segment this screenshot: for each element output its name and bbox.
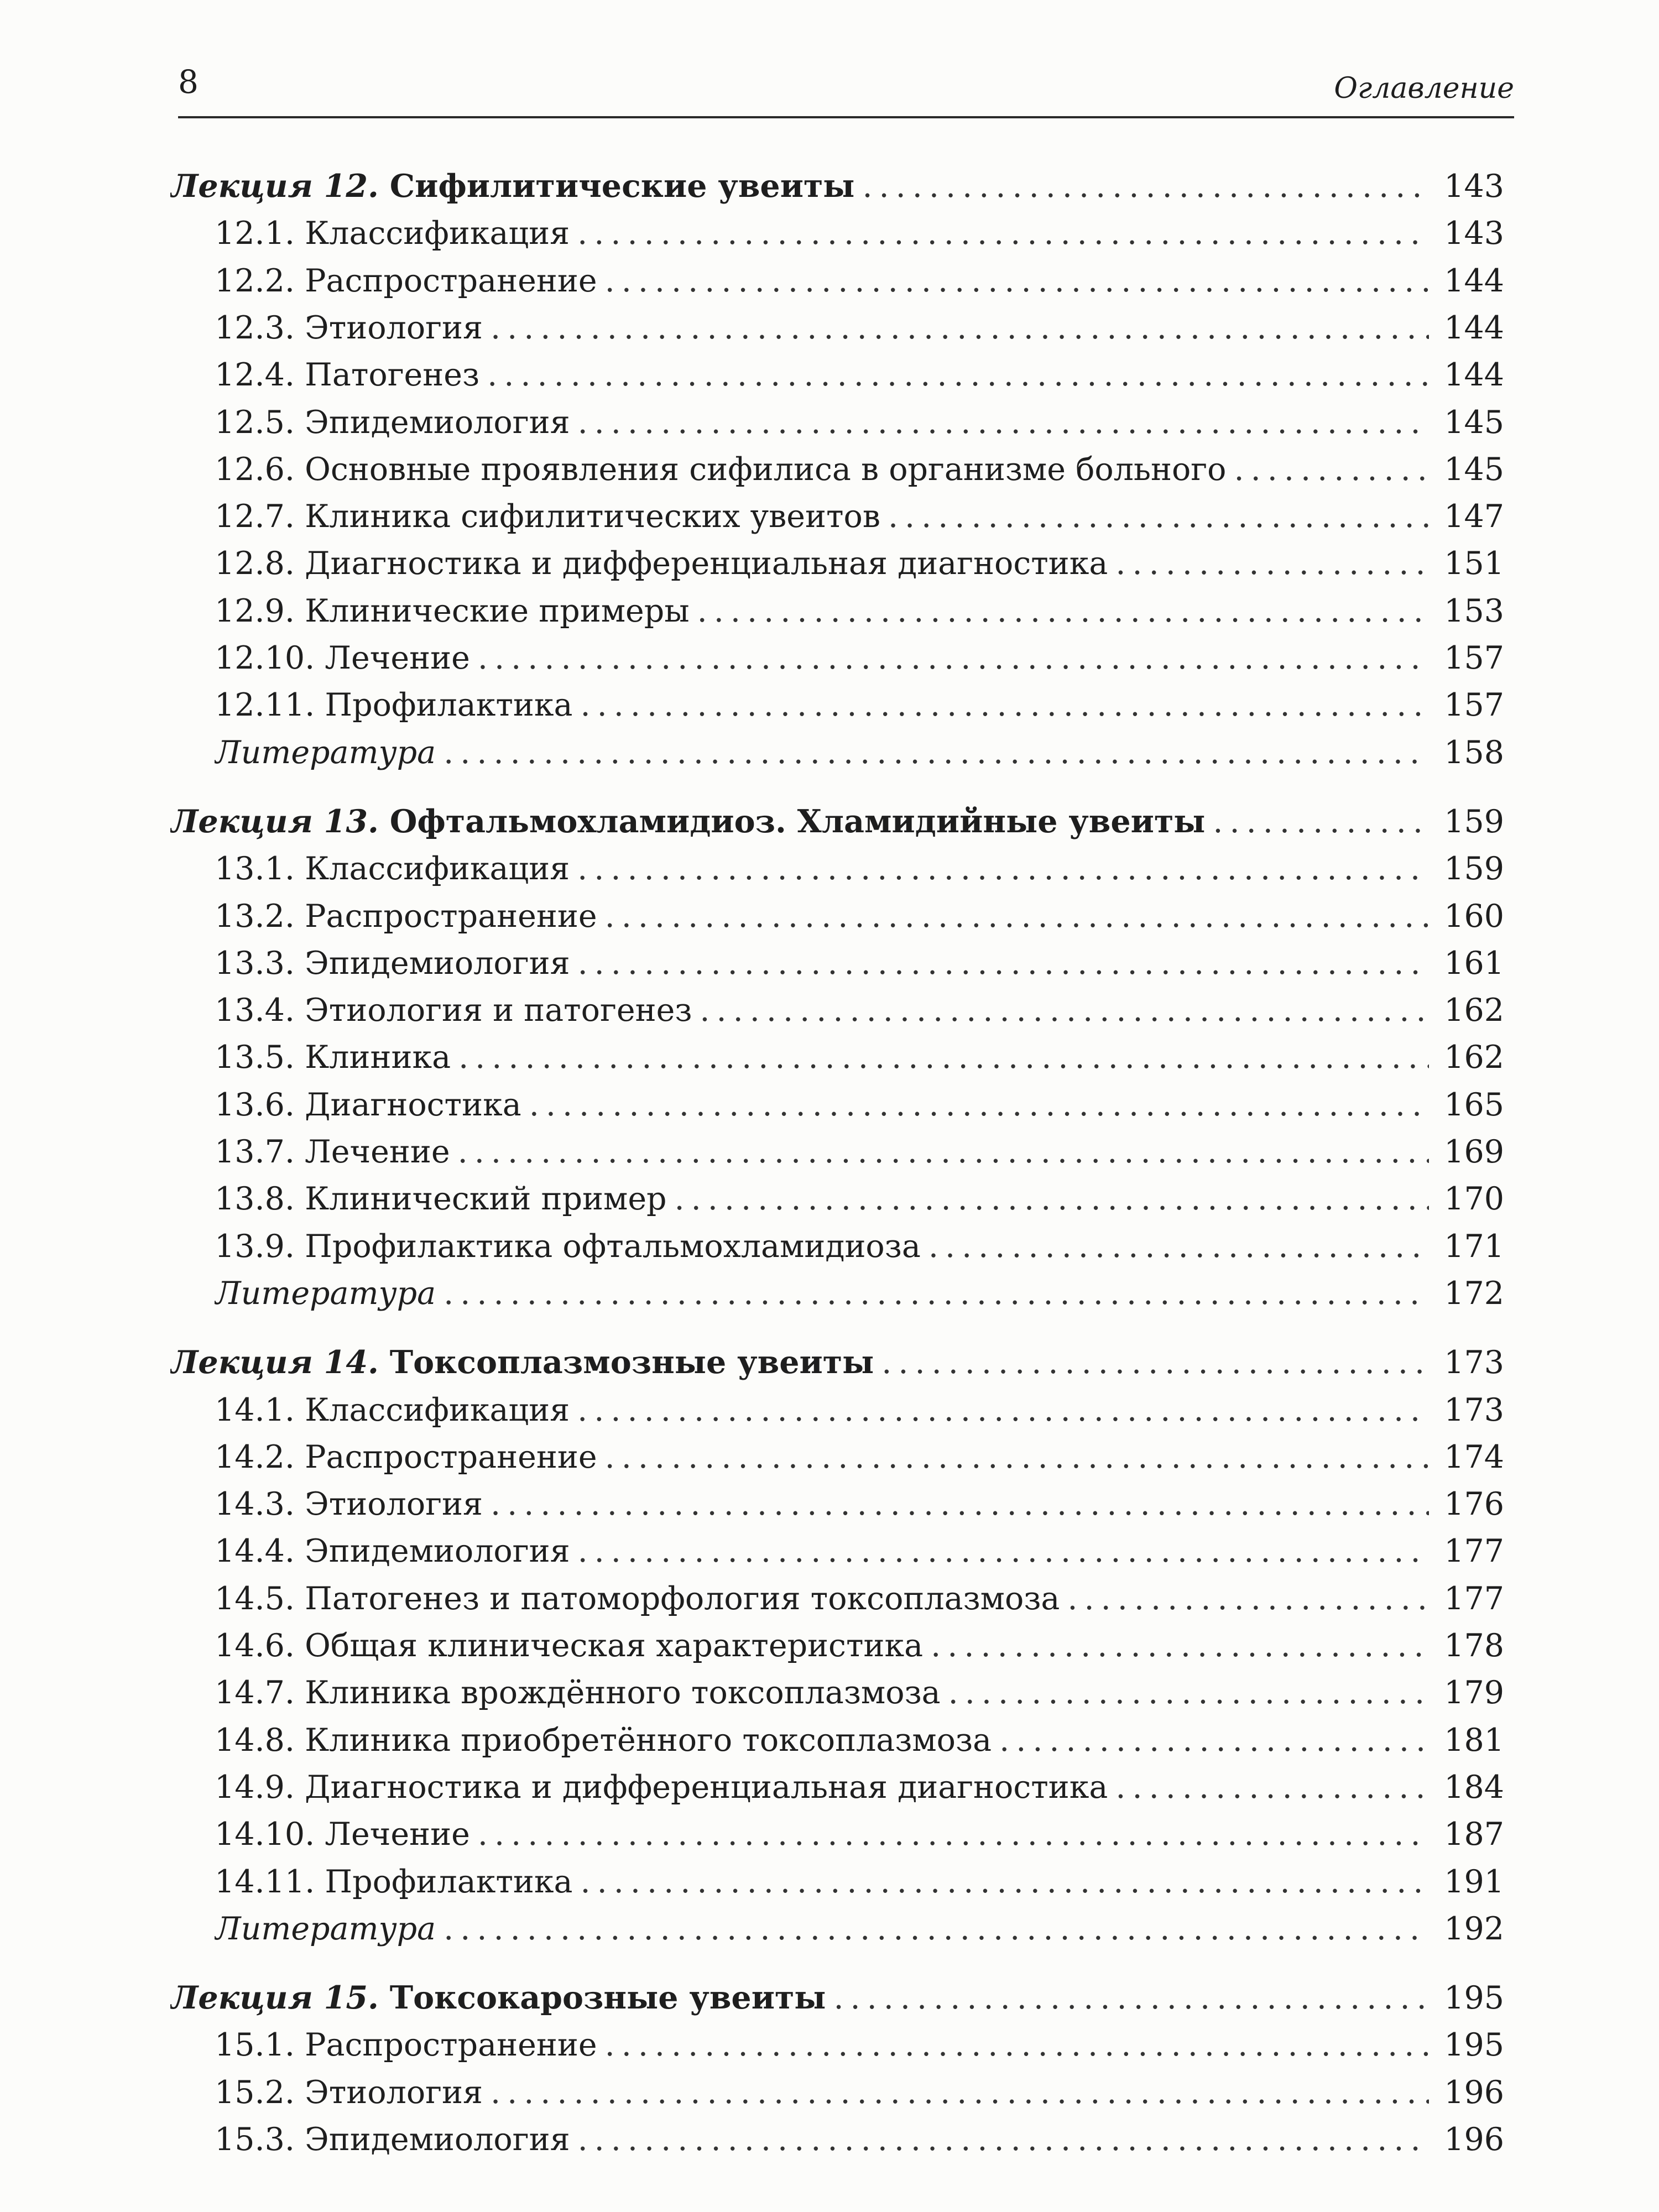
toc-lecture-row [170,163,1504,210]
toc-entry-title [215,1717,992,1764]
toc-page-number: 184 [1444,1768,1504,1806]
toc-entry-text: 15.2. Этиология [215,2074,483,2111]
toc-section-row [215,1528,1504,1574]
toc-entry-text: 13.1. Классификация [215,851,570,888]
toc-entry-title [215,210,570,257]
dot-leader [881,1339,1429,1386]
toc-page-number: 161 [1444,945,1504,982]
toc-page-number: 157 [1444,640,1504,676]
toc-literature-row [215,1270,1504,1317]
toc-section-row [215,1764,1504,1811]
toc-entry-text: 14.11. Профилактика [215,1863,573,1900]
toc-entry-text: 12.10. Лечение [215,640,470,676]
toc-entry-text: 14.1. Классификация [215,1391,570,1428]
toc-entry-title [215,940,570,987]
toc-page-number: 174 [1444,1438,1504,1475]
toc-lecture-row [170,1339,1504,1386]
toc-entry-text: 13.7. Лечение [215,1134,450,1170]
toc-section-row [215,1717,1504,1764]
toc-page-number: 178 [1444,1627,1504,1664]
toc-section-row [215,540,1504,587]
toc-section-row [215,2022,1504,2068]
dot-leader [1115,1764,1429,1811]
dot-leader [999,1717,1429,1764]
toc-entry-title [215,2022,597,2068]
toc-page-number: 159 [1444,803,1504,840]
toc-entry-title [215,1223,921,1270]
running-head: Оглавление [1334,72,1514,105]
dot-leader [444,1906,1429,1952]
dot-leader [675,1176,1429,1222]
toc-page-number: 177 [1444,1580,1504,1617]
toc-section-row [215,1176,1504,1222]
toc-literature-row [215,1906,1504,1952]
toc-section-row [215,588,1504,634]
toc-page-number: 195 [1444,1980,1504,2017]
dot-leader [862,163,1429,210]
dot-leader [697,588,1429,634]
toc-entry-title [170,1975,826,2021]
toc-entry-title [215,2069,483,2116]
toc-entry-title [215,1811,470,1858]
toc-entry-title [215,258,597,304]
dot-leader [578,1528,1429,1574]
toc-page-number: 160 [1444,898,1504,935]
toc-entry-title [215,352,479,398]
toc-entry-title [215,1575,1060,1622]
toc-entry-title [215,588,690,634]
toc-page-number: 143 [1444,215,1504,252]
toc-entry-text: 14.9. Диагностика и дифференциальная диагностика [215,1768,1108,1806]
toc-entry-title [215,399,570,446]
toc-page-number: 196 [1444,2121,1504,2158]
dot-leader [605,1434,1429,1480]
toc-entry-title [215,1859,572,1905]
dot-leader [577,210,1429,257]
toc-section-row [215,493,1504,540]
dot-leader [1213,799,1429,845]
lecture-number: Лекция 15. [170,1979,390,2017]
dot-leader [578,2116,1429,2163]
dot-leader [605,893,1429,940]
toc-section-row [215,846,1504,892]
toc-page-number: 153 [1444,592,1504,629]
toc-entry-title [215,729,436,776]
dot-leader [491,1481,1429,1527]
toc-entry-title [215,493,880,540]
toc-entry-title [215,1528,570,1574]
toc-entry-text: 14.8. Клиника приобретённого токсоплазмоза [215,1721,992,1759]
toc-page-number: 159 [1444,851,1504,888]
toc-section-row [215,987,1504,1034]
toc-entry-text: 12.5. Эпидемиология [215,404,570,441]
toc-entry-text: 12.3. Этиология [215,309,483,346]
dot-leader [833,1975,1429,2021]
toc-page-number: 179 [1444,1674,1504,1712]
dot-leader [948,1670,1429,1716]
toc-entry-title [215,1434,597,1480]
toc-lecture-row [170,799,1504,845]
toc-page-number: 145 [1444,404,1504,441]
dot-leader [605,2022,1429,2068]
toc-entry-text: 12.2. Распространение [215,262,597,299]
toc-entry-text: 12.4. Патогенез [215,357,480,394]
toc-page-number: 162 [1444,992,1504,1029]
toc-section-row [215,1811,1504,1858]
toc-entry-text: 13.3. Эпидемиология [215,945,570,982]
toc-section-row [215,1859,1504,1905]
toc-page-number: 191 [1444,1863,1504,1900]
toc-section-row [215,446,1504,493]
toc-page-number: 144 [1444,309,1504,346]
toc-entry-text: 14.10. Лечение [215,1816,470,1853]
toc-page-number: 169 [1444,1134,1504,1170]
toc-entry-text: 13.9. Профилактика офтальмохламидиоза [215,1228,921,1265]
toc-page-number: 173 [1444,1344,1504,1381]
dot-leader [888,493,1429,540]
toc-entry-text: 15.3. Эпидемиология [215,2121,570,2158]
toc-page-number: 172 [1444,1275,1504,1312]
toc-section-row [215,2116,1504,2163]
toc-entry-text: 14.2. Распространение [215,1438,597,1475]
dot-leader [487,352,1429,398]
toc-entry-text: Литература [215,1910,436,1947]
toc-entry-title [215,1270,436,1317]
toc-entry-text: Офтальмохламидиоз. Хламидийные увеиты [389,802,1206,840]
dot-leader [458,1129,1429,1175]
dot-leader [580,682,1429,728]
toc-section-row [215,2069,1504,2116]
toc-entry-text: 13.5. Клиника [215,1039,451,1076]
toc-entry-text: 14.7. Клиника врождённого токсоплазмоза [215,1674,941,1712]
toc-section-row [215,1481,1504,1527]
dot-leader [478,635,1429,681]
dot-leader [577,846,1429,892]
toc-page-number: 170 [1444,1181,1504,1218]
toc-entry-title [215,2116,570,2163]
toc-entry-title [215,1176,667,1222]
toc-section-row [215,1623,1504,1669]
toc-entry-text: 13.6. Диагностика [215,1086,521,1123]
toc-section-row [215,1670,1504,1716]
toc-section-row [215,1575,1504,1622]
toc-entry-text: 12.8. Диагностика и дифференциальная диагностика [215,545,1108,582]
dot-leader [578,940,1429,987]
toc-entry-title [215,1082,521,1128]
toc-section-row [215,352,1504,398]
toc-page-number: 192 [1444,1910,1504,1947]
dot-leader [491,2069,1429,2116]
toc-entry-text: 13.2. Распространение [215,898,597,935]
toc-entry-title [215,1623,923,1669]
toc-entry-title [170,1339,874,1386]
lecture-number: Лекция 12. [170,168,390,205]
toc-page-number: 165 [1444,1086,1504,1123]
toc-entry-title [215,987,692,1034]
toc-section-row [215,399,1504,446]
toc-page-number: 144 [1444,357,1504,394]
toc-page-number: 173 [1444,1391,1504,1428]
toc-page-number: 147 [1444,498,1504,535]
toc-entry-title [215,635,470,681]
toc-entry-text: 12.7. Клиника сифилитических увеитов [215,498,880,535]
dot-leader [491,305,1429,351]
dot-leader [578,399,1429,446]
toc-section-row [215,305,1504,351]
toc-page-number: 158 [1444,734,1504,771]
toc-entry-text: 12.9. Клинические примеры [215,592,690,629]
dot-leader [928,1223,1429,1270]
toc-section-row [215,1034,1504,1081]
dot-leader [1234,446,1429,493]
toc-entry-text: 14.3. Этиология [215,1486,483,1523]
toc-section-row [215,1434,1504,1480]
toc-entry-text: 12.1. Классификация [215,215,570,252]
toc-page-number: 157 [1444,687,1504,724]
dot-leader [577,1387,1429,1433]
toc-entry-text: 13.8. Клинический пример [215,1181,667,1218]
toc-entry-title [215,1129,450,1175]
dot-leader [458,1034,1429,1081]
toc-section-row [215,1387,1504,1433]
page-number: 8 [178,63,199,101]
toc-entry-title [215,893,597,940]
toc-entry-title [215,1481,483,1527]
dot-leader [444,1270,1429,1317]
toc-section-row [215,635,1504,681]
toc-page-number: 181 [1444,1721,1504,1759]
toc-section-row [215,258,1504,304]
toc-entry-text: Сифилитические увеиты [389,168,855,205]
toc-entry-text: 14.4. Эпидемиология [215,1533,570,1570]
toc-entry-text: 14.5. Патогенез и патоморфология токсоплазмоза [215,1580,1060,1617]
toc-entry-text: Токсоплазмозные увеиты [389,1344,874,1381]
toc-entry-title [215,1034,451,1081]
toc-page-number: 196 [1444,2074,1504,2111]
toc-entry-title [215,1906,436,1952]
toc-entry-title [170,163,854,210]
toc-section-row [215,210,1504,257]
toc-section-row [215,1082,1504,1128]
dot-leader [529,1082,1429,1128]
toc-literature-row [215,729,1504,776]
toc-section-row [215,940,1504,987]
lecture-number: Лекция 14. [170,1344,390,1381]
toc-entry-title [215,682,572,728]
toc-section-row [215,1223,1504,1270]
toc-page-number: 176 [1444,1486,1504,1523]
toc-entry-text: 13.4. Этиология и патогенез [215,992,692,1029]
dot-leader [605,258,1429,304]
toc-entry-title [215,1764,1108,1811]
toc-entry-text: Литература [215,734,436,771]
toc-section-row [215,1129,1504,1175]
toc-entry-text: Токсокарозные увеиты [389,1979,826,2017]
toc-entry-title [215,446,1226,493]
toc-entry-text: 15.1. Распространение [215,2027,597,2064]
dot-leader [478,1811,1429,1858]
toc-entry-title [170,799,1205,845]
dot-leader [1115,540,1429,587]
dot-leader [444,729,1429,776]
toc-section-row [215,682,1504,728]
toc-page-number: 162 [1444,1039,1504,1076]
toc-page-number: 145 [1444,451,1504,488]
toc-lecture-row [170,1975,1504,2021]
dot-leader [580,1859,1429,1905]
toc-entry-title [215,540,1108,587]
toc-page-number: 195 [1444,2027,1504,2064]
dot-leader [700,987,1429,1034]
toc-entry-title [215,1387,570,1433]
toc-section-row [215,893,1504,940]
toc-entry-text: Литература [215,1275,436,1312]
toc-page-number: 171 [1444,1228,1504,1265]
toc-entry-text: 12.6. Основные проявления сифилиса в организме больного [215,451,1227,488]
toc-entry-title [215,1670,941,1716]
toc-entry-title [215,305,483,351]
dot-leader [931,1623,1429,1669]
toc-page-number: 143 [1444,168,1504,205]
toc-page-number: 151 [1444,545,1504,582]
dot-leader [1067,1575,1429,1622]
toc-page-number: 187 [1444,1816,1504,1853]
toc-page-number: 144 [1444,262,1504,299]
toc-entry-text: 12.11. Профилактика [215,687,573,724]
toc-entry-text: 14.6. Общая клиническая характеристика [215,1627,924,1664]
toc-page-number: 177 [1444,1533,1504,1570]
toc-entry-title [215,846,570,892]
lecture-number: Лекция 13. [170,802,390,840]
